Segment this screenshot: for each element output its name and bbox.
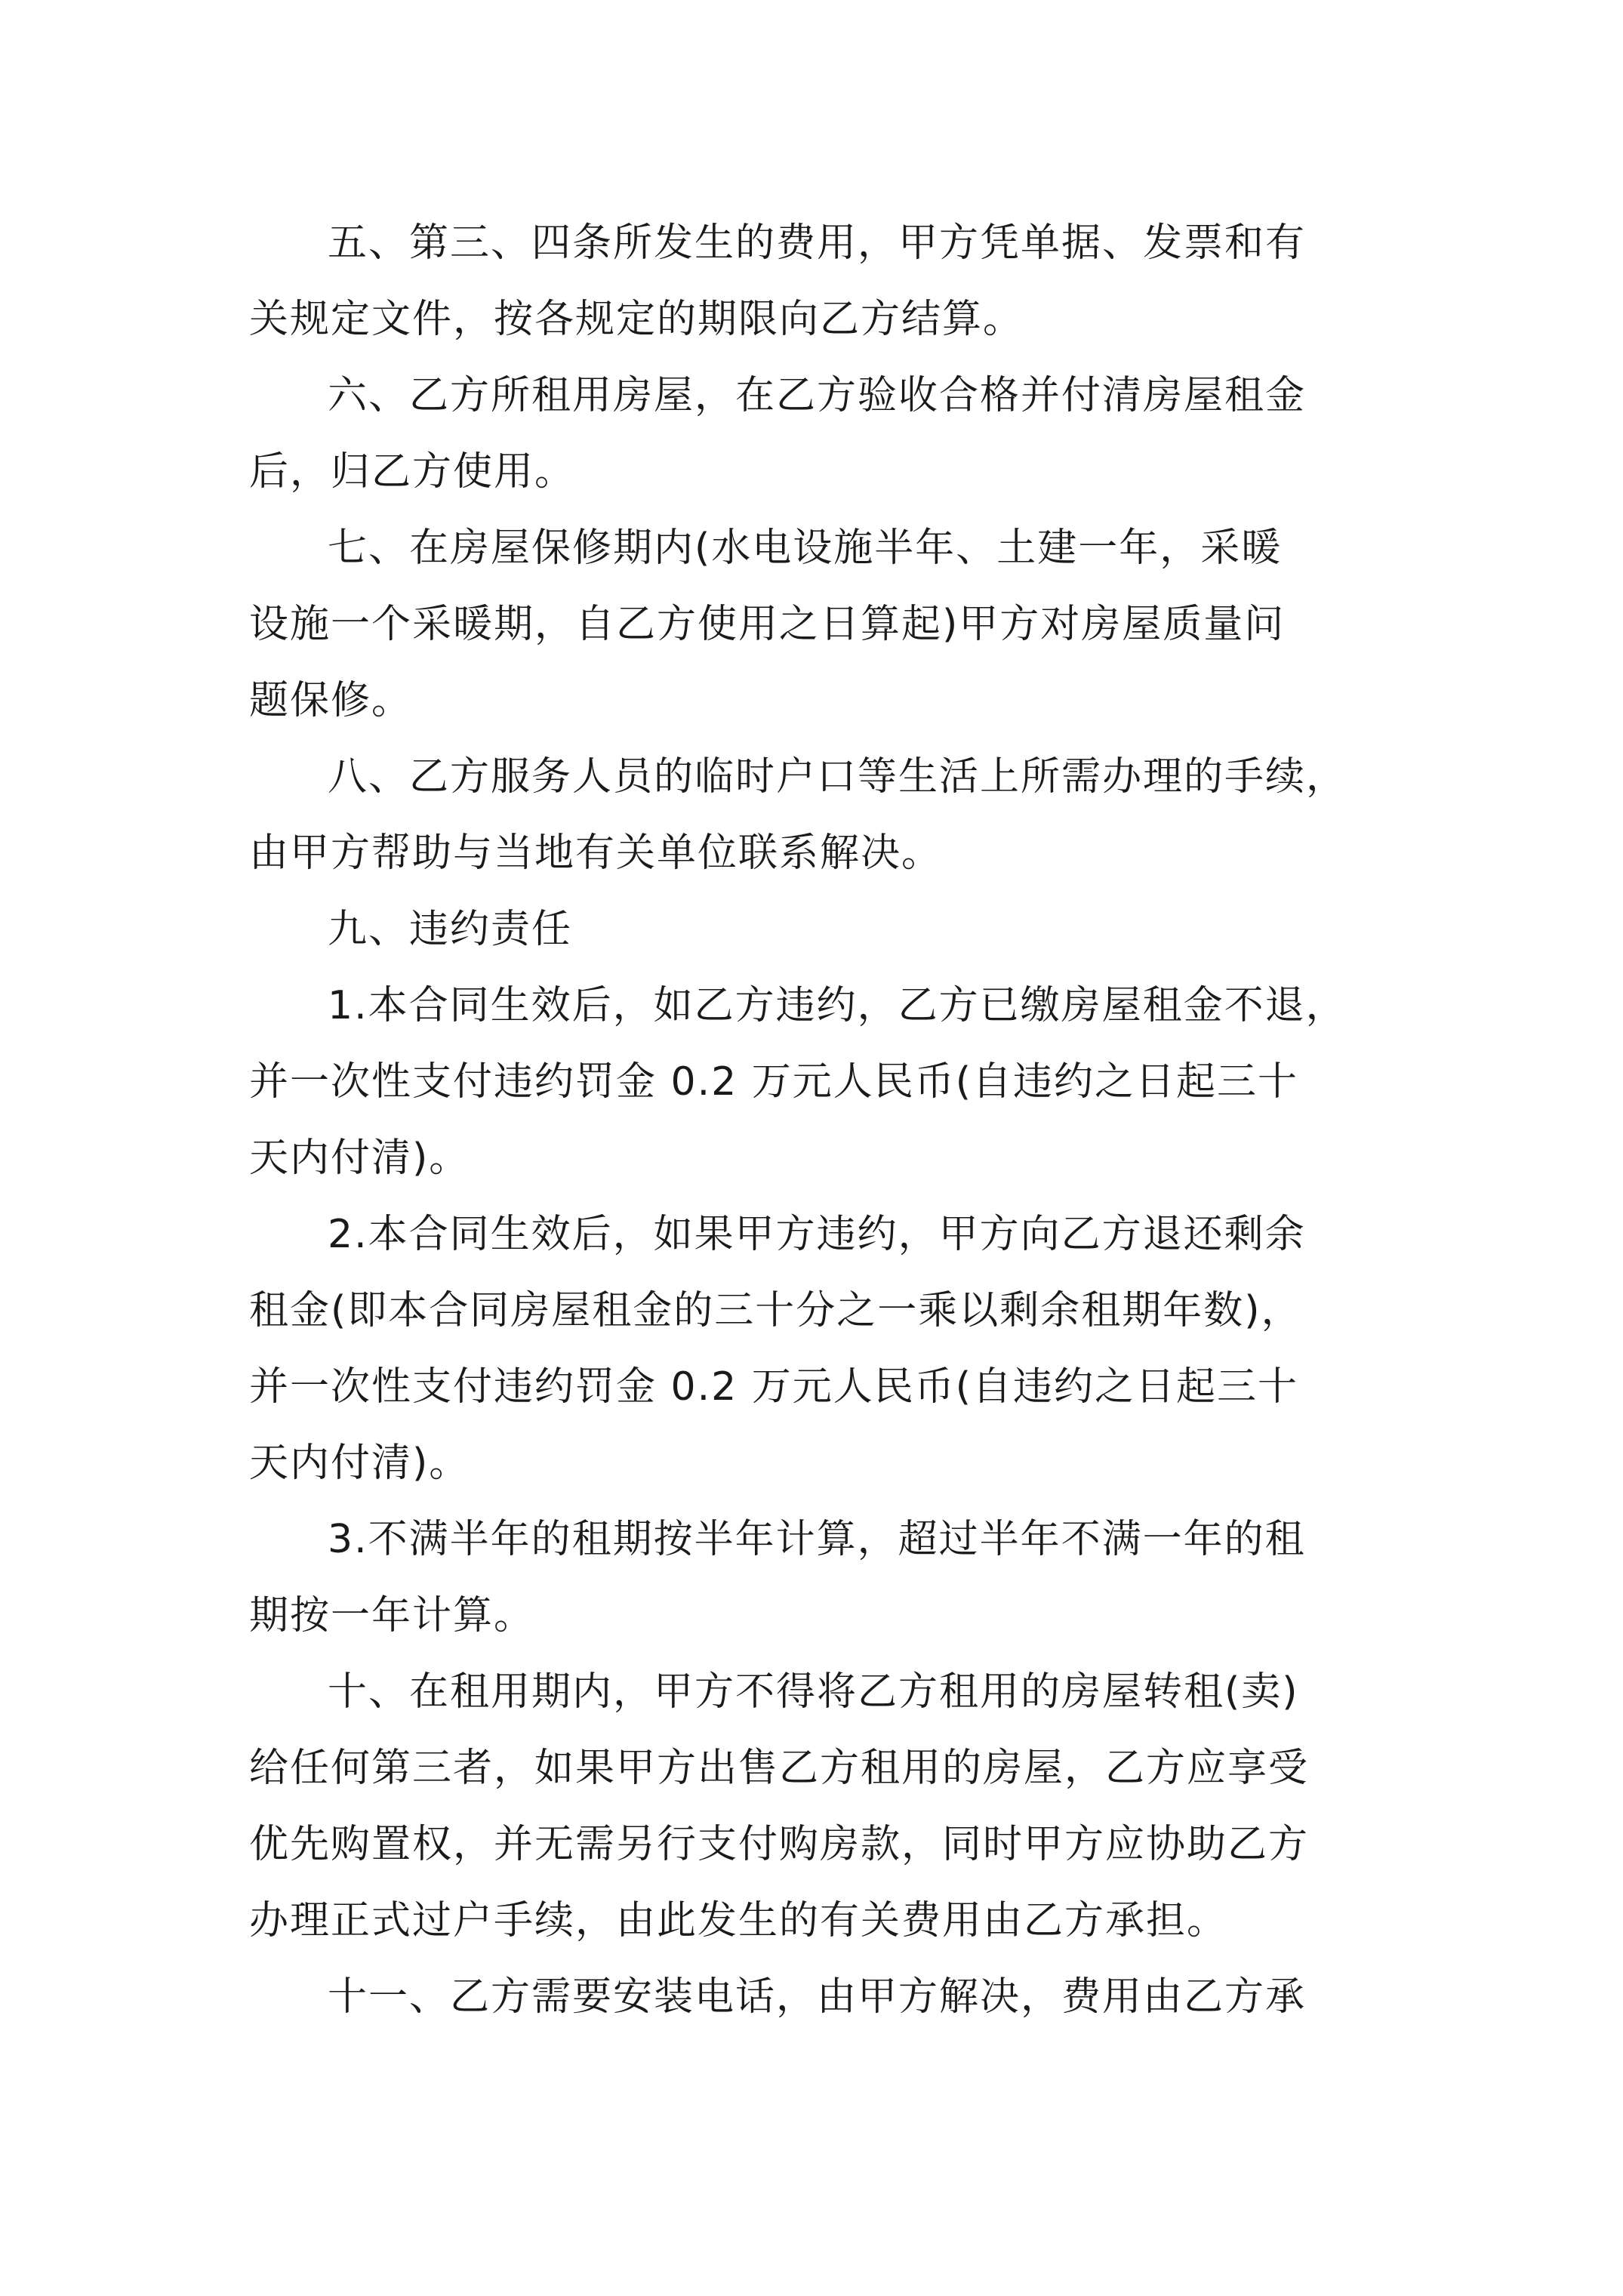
text-line: 七、在房屋保修期内(水电设施半年、土建一年，采暖 (328, 525, 1283, 571)
text-line: 后，归乙方使用。 (249, 449, 576, 495)
text-line: 十、在租用期内，甲方不得将乙方租用的房屋转租(卖) (328, 1669, 1299, 1715)
text-line: 题保修。 (249, 678, 413, 723)
clause-7 (249, 510, 1381, 739)
text-line: 天内付清)。 (249, 1441, 470, 1486)
clause-11 (249, 1959, 1381, 2036)
clause-5 (249, 205, 1381, 358)
clause-9-item-2 (249, 1197, 1381, 1502)
text-line: 并一次性支付违约罚金 0.2 万元人民币(自违约之日起三十 (249, 1059, 1299, 1105)
text-line: 优先购置权，并无需另行支付购房款，同时甲方应协助乙方 (249, 1822, 1310, 1867)
text-line: 九、违约责任 (328, 907, 573, 952)
text-line: 六、乙方所租用房屋，在乙方验收合格并付清房屋租金 (328, 373, 1307, 418)
clause-8 (249, 739, 1381, 892)
document-body (249, 205, 1381, 2036)
text-line: 2.本合同生效后，如果甲方违约，甲方向乙方退还剩余 (328, 1212, 1306, 1257)
text-line: 3.不满半年的租期按半年计算，超过半年不满一年的租 (328, 1517, 1306, 1562)
text-line: 租金(即本合同房屋租金的三十分之一乘以剩余租期年数)， (249, 1288, 1302, 1333)
text-line: 五、第三、四条所发生的费用，甲方凭单据、发票和有 (328, 220, 1307, 266)
clause-9-heading (249, 892, 1381, 968)
text-line: 设施一个采暖期，自乙方使用之日算起)甲方对房屋质量问 (249, 602, 1286, 647)
text-line: 并一次性支付违约罚金 0.2 万元人民币(自违约之日起三十 (249, 1364, 1299, 1410)
text-line: 1.本合同生效后，如乙方违约，乙方已缴房屋租金不退， (328, 983, 1347, 1028)
text-line: 天内付清)。 (249, 1136, 470, 1181)
text-line: 关规定文件，按各规定的期限向乙方结算。 (249, 297, 1024, 342)
clause-9-item-1 (249, 968, 1381, 1197)
text-line: 办理正式过户手续，由此发生的有关费用由乙方承担。 (249, 1898, 1228, 1943)
clause-10 (249, 1654, 1381, 1959)
text-line: 八、乙方服务人员的临时户口等生活上所需办理的手续， (328, 754, 1347, 800)
clause-9-item-3 (249, 1502, 1381, 1654)
text-line: 十一、乙方需要安装电话，由甲方解决，费用由乙方承 (328, 1974, 1307, 2020)
text-line: 期按一年计算。 (249, 1593, 535, 1638)
text-line: 给任何第三者，如果甲方出售乙方租用的房屋，乙方应享受 (249, 1746, 1310, 1791)
text-line: 由甲方帮助与当地有关单位联系解决。 (249, 831, 943, 876)
clause-6 (249, 358, 1381, 510)
